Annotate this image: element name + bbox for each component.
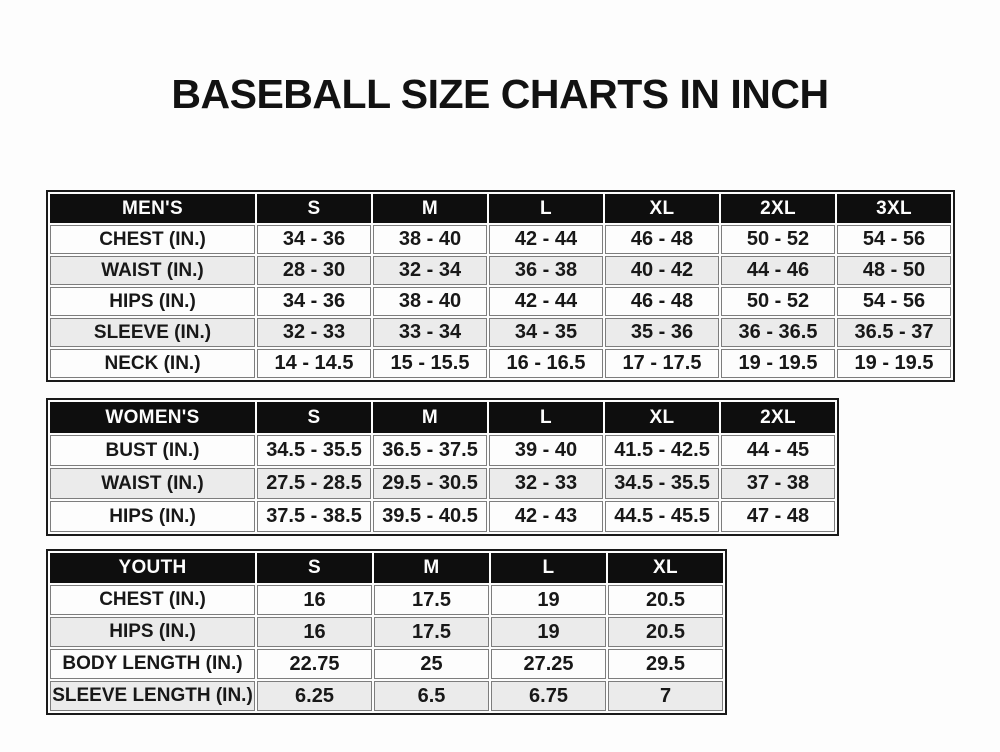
size-value-cell: 19 [491, 617, 606, 647]
size-value-cell: 42 - 44 [489, 225, 603, 254]
measurement-row [50, 225, 951, 254]
size-value-cell: 29.5 [608, 649, 723, 679]
measurement-row [50, 468, 835, 499]
page-title: BASEBALL SIZE CHARTS IN INCH [171, 71, 829, 117]
measurement-label: BODY LENGTH (IN.) [50, 649, 255, 679]
size-value-cell: 39.5 - 40.5 [373, 501, 487, 532]
size-value-cell: 32 - 33 [489, 468, 603, 499]
size-value-cell: 34 - 36 [257, 287, 371, 316]
size-value-cell: 44 - 46 [721, 256, 835, 285]
size-value-cell: 7 [608, 681, 723, 711]
size-column-header: XL [608, 553, 723, 583]
size-value-cell: 25 [374, 649, 489, 679]
measurement-label: SLEEVE (IN.) [50, 318, 255, 347]
measurement-row [50, 349, 951, 378]
measurement-row [50, 585, 723, 615]
measurement-label: WAIST (IN.) [50, 256, 255, 285]
size-value-cell: 36.5 - 37.5 [373, 435, 487, 466]
size-value-cell: 17 - 17.5 [605, 349, 719, 378]
size-value-cell: 44.5 - 45.5 [605, 501, 719, 532]
measurement-row [50, 501, 835, 532]
measurement-label: BUST (IN.) [50, 435, 255, 466]
measurement-row [50, 435, 835, 466]
size-value-cell: 33 - 34 [373, 318, 487, 347]
size-value-cell: 32 - 33 [257, 318, 371, 347]
size-value-cell: 50 - 52 [721, 287, 835, 316]
size-value-cell: 34 - 35 [489, 318, 603, 347]
table-group-header: WOMEN'S [50, 402, 255, 433]
table-group-header: YOUTH [50, 553, 255, 583]
measurement-row [50, 681, 723, 711]
measurement-label: HIPS (IN.) [50, 287, 255, 316]
youth-header-row [50, 553, 723, 583]
size-value-cell: 48 - 50 [837, 256, 951, 285]
size-value-cell: 28 - 30 [257, 256, 371, 285]
mens-header-row [50, 194, 951, 223]
size-value-cell: 17.5 [374, 617, 489, 647]
measurement-row [50, 318, 951, 347]
size-value-cell: 19 [491, 585, 606, 615]
size-value-cell: 20.5 [608, 617, 723, 647]
size-column-header: M [373, 194, 487, 223]
mens-size-table-container [46, 190, 955, 382]
size-value-cell: 46 - 48 [605, 287, 719, 316]
size-value-cell: 15 - 15.5 [373, 349, 487, 378]
size-value-cell: 27.5 - 28.5 [257, 468, 371, 499]
measurement-label: CHEST (IN.) [50, 585, 255, 615]
size-value-cell: 42 - 44 [489, 287, 603, 316]
measurement-row [50, 287, 951, 316]
size-value-cell: 54 - 56 [837, 287, 951, 316]
measurement-label: HIPS (IN.) [50, 617, 255, 647]
measurement-row [50, 617, 723, 647]
size-value-cell: 34.5 - 35.5 [257, 435, 371, 466]
size-value-cell: 46 - 48 [605, 225, 719, 254]
size-column-header: S [257, 402, 371, 433]
size-value-cell: 36 - 36.5 [721, 318, 835, 347]
size-value-cell: 36.5 - 37 [837, 318, 951, 347]
size-column-header: L [491, 553, 606, 583]
size-value-cell: 50 - 52 [721, 225, 835, 254]
size-value-cell: 16 [257, 617, 372, 647]
youth-size-table-container [46, 549, 727, 715]
size-value-cell: 37 - 38 [721, 468, 835, 499]
measurement-label: CHEST (IN.) [50, 225, 255, 254]
table-group-header: MEN'S [50, 194, 255, 223]
size-value-cell: 37.5 - 38.5 [257, 501, 371, 532]
size-value-cell: 19 - 19.5 [837, 349, 951, 378]
size-value-cell: 54 - 56 [837, 225, 951, 254]
size-value-cell: 44 - 45 [721, 435, 835, 466]
measurement-row [50, 649, 723, 679]
size-column-header: L [489, 194, 603, 223]
size-value-cell: 47 - 48 [721, 501, 835, 532]
size-column-header: XL [605, 402, 719, 433]
size-value-cell: 20.5 [608, 585, 723, 615]
size-value-cell: 19 - 19.5 [721, 349, 835, 378]
womens-header-row [50, 402, 835, 433]
size-value-cell: 35 - 36 [605, 318, 719, 347]
measurement-label: WAIST (IN.) [50, 468, 255, 499]
size-column-header: L [489, 402, 603, 433]
size-value-cell: 6.75 [491, 681, 606, 711]
size-value-cell: 16 [257, 585, 372, 615]
size-value-cell: 36 - 38 [489, 256, 603, 285]
size-column-header: S [257, 194, 371, 223]
size-column-header: M [374, 553, 489, 583]
size-value-cell: 22.75 [257, 649, 372, 679]
size-value-cell: 38 - 40 [373, 225, 487, 254]
size-value-cell: 34.5 - 35.5 [605, 468, 719, 499]
size-column-header: 2XL [721, 194, 835, 223]
size-value-cell: 34 - 36 [257, 225, 371, 254]
size-value-cell: 6.5 [374, 681, 489, 711]
size-value-cell: 16 - 16.5 [489, 349, 603, 378]
size-value-cell: 32 - 34 [373, 256, 487, 285]
size-column-header: 3XL [837, 194, 951, 223]
size-value-cell: 40 - 42 [605, 256, 719, 285]
size-value-cell: 29.5 - 30.5 [373, 468, 487, 499]
womens-size-table [48, 400, 837, 534]
size-column-header: M [373, 402, 487, 433]
youth-size-table [48, 551, 725, 713]
size-column-header: 2XL [721, 402, 835, 433]
size-value-cell: 14 - 14.5 [257, 349, 371, 378]
mens-size-table [48, 192, 953, 380]
size-value-cell: 42 - 43 [489, 501, 603, 532]
size-value-cell: 39 - 40 [489, 435, 603, 466]
measurement-label: HIPS (IN.) [50, 501, 255, 532]
size-value-cell: 17.5 [374, 585, 489, 615]
size-column-header: XL [605, 194, 719, 223]
womens-size-table-container [46, 398, 839, 536]
size-value-cell: 41.5 - 42.5 [605, 435, 719, 466]
measurement-label: NECK (IN.) [50, 349, 255, 378]
measurement-row [50, 256, 951, 285]
size-value-cell: 27.25 [491, 649, 606, 679]
size-column-header: S [257, 553, 372, 583]
measurement-label: SLEEVE LENGTH (IN.) [50, 681, 255, 711]
size-value-cell: 38 - 40 [373, 287, 487, 316]
size-value-cell: 6.25 [257, 681, 372, 711]
